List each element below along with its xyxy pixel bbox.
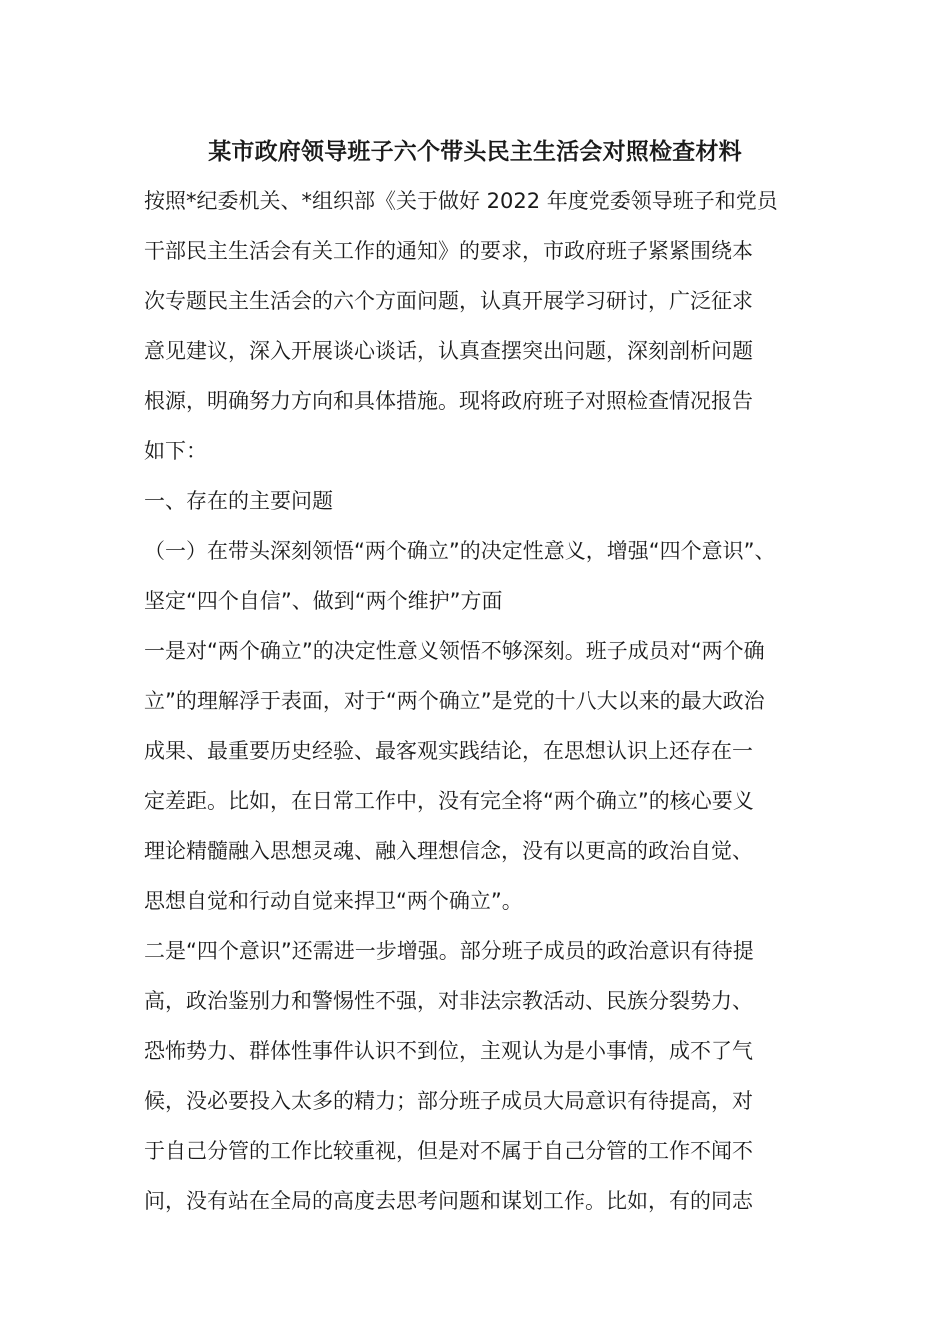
document-title: 某市政府领导班子六个带头民主生活会对照检查材料: [208, 139, 742, 165]
text-line: 一是对“两个确立”的决定性意义领悟不够深刻。班子成员对“两个确: [144, 639, 765, 663]
text-line: 思想自觉和行动自觉来捍卫“两个确立”。: [144, 889, 523, 913]
text-line: 根源，明确努力方向和具体措施。现将政府班子对照检查情况报告: [144, 389, 753, 413]
text-line: 干部民主生活会有关工作的通知》的要求，市政府班子紧紧围绕本: [144, 239, 753, 263]
document-body: [144, 176, 824, 1226]
text-line: 如下：: [144, 439, 207, 463]
text-line: 于自己分管的工作比较重视，但是对不属于自己分管的工作不闻不: [144, 1139, 753, 1163]
text-line: 理论精髓融入思想灵魂、融入理想信念，没有以更高的政治自觉、: [144, 839, 753, 863]
text-line: 按照*纪委机关、*组织部《关于做好 2022 年度党委领导班子和党员: [144, 189, 778, 213]
text-line: 高，政治鉴别力和警惕性不强，对非法宗教活动、民族分裂势力、: [144, 989, 753, 1013]
section-heading: 一、存在的主要问题: [144, 489, 333, 513]
text-line: 问，没有站在全局的高度去思考问题和谋划工作。比如，有的同志: [144, 1189, 753, 1213]
text-line: 立”的理解浮于表面，对于“两个确立”是党的十八大以来的最大政治: [144, 689, 765, 713]
text-line: 定差距。比如，在日常工作中，没有完全将“两个确立”的核心要义: [144, 789, 754, 813]
text-line: 意见建议，深入开展谈心谈话，认真查摆突出问题，深刻剖析问题: [144, 339, 753, 363]
subsection-heading-cont: 坚定“四个自信”、做到“两个维护”方面: [144, 589, 503, 613]
subsection-heading: （一）在带头深刻领悟“两个确立”的决定性意义，增强“四个意识”、: [144, 539, 776, 563]
text-line: 成果、最重要历史经验、最客观实践结论，在思想认识上还存在一: [144, 739, 753, 763]
text-line: 候，没必要投入太多的精力；部分班子成员大局意识有待提高，对: [144, 1089, 753, 1113]
text-line: 次专题民主生活会的六个方面问题，认真开展学习研讨，广泛征求: [144, 289, 753, 313]
text-line: 二是“四个意识”还需进一步增强。部分班子成员的政治意识有待提: [144, 939, 754, 963]
text-line: 恐怖势力、群体性事件认识不到位，主观认为是小事情，成不了气: [144, 1039, 753, 1063]
